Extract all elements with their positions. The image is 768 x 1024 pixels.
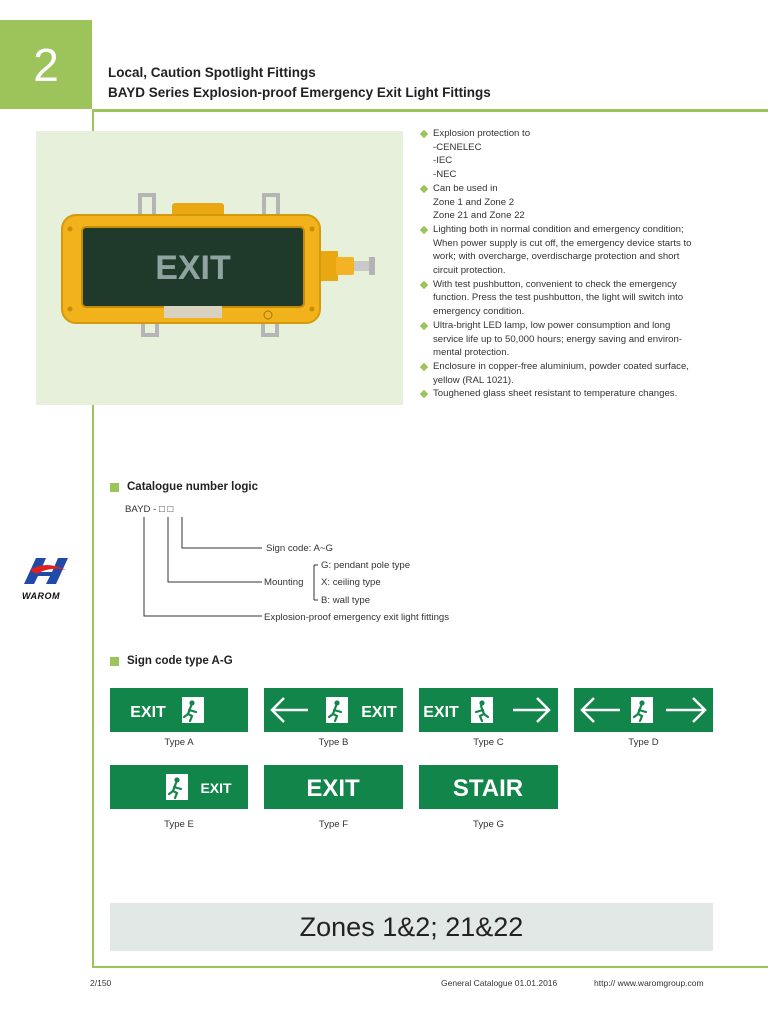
exit-light-fitting-image	[36, 131, 403, 405]
sign-text: EXIT	[423, 704, 459, 721]
product-description-label: Explosion-proof emergency exit light fittings	[264, 612, 450, 623]
sign-text: EXIT	[361, 704, 397, 721]
running-man-icon	[471, 697, 493, 723]
brand-name: WAROM	[22, 591, 60, 601]
feature-item: With test pushbutton, convenient to check the emergency function. Press the test pushbutton, the light will switch into emergency condition.	[421, 278, 721, 319]
arrow-left-icon	[272, 698, 308, 722]
type-e-label: Type E	[164, 819, 194, 830]
chapter-number: 2	[0, 20, 92, 109]
feature-item: Ultra-bright LED lamp, low power consumption and long service life up to 50,000 hours; energy saving and environ- mental protection.	[421, 319, 721, 360]
feature-item: Can be used in Zone 1 and Zone 2 Zone 21 and Zone 22	[421, 182, 721, 223]
mounting-option-b: B: wall type	[321, 595, 371, 606]
type-b-label: Type B	[318, 737, 349, 748]
type-d-label: Type D	[628, 737, 659, 748]
mounting-option-x: X: ceiling type	[321, 577, 381, 588]
sign-type-d	[574, 688, 713, 732]
mounting-option-g: G: pendant pole type	[321, 560, 411, 571]
sign-text: STAIR	[452, 775, 524, 802]
arrow-right-icon	[513, 698, 549, 722]
sign-type-a	[110, 688, 248, 732]
running-man-icon	[166, 774, 188, 800]
product-photo	[36, 131, 403, 405]
catalogue-code: BAYD - □ □	[125, 504, 174, 515]
feature-list	[421, 127, 721, 401]
type-g-label: Type G	[473, 819, 504, 830]
sign-text: EXIT	[200, 780, 232, 796]
type-f-label: Type F	[318, 819, 349, 830]
sign-type-g	[419, 765, 558, 809]
catalogue-logic-heading: Catalogue number logic	[110, 481, 258, 493]
arrow-right-icon	[666, 698, 705, 722]
sign-text: EXIT	[306, 775, 360, 802]
arrow-left-icon	[582, 698, 620, 722]
footer-divider	[92, 966, 768, 968]
zones-banner: Zones 1&2; 21&22	[110, 903, 713, 951]
running-man-icon	[631, 697, 653, 723]
feature-item: Explosion protection to -CENELEC -IEC -NEC	[421, 127, 721, 182]
sign-text: EXIT	[130, 704, 166, 721]
section-bullet-icon	[110, 657, 119, 666]
feature-item: Lighting both in normal condition and emergency condition; When power supply is cut off, the emergency device starts to work; with overcharge, overdischarge protection and short circuit protection.	[421, 223, 721, 278]
feature-item: Toughened glass sheet resistant to temperature changes.	[421, 387, 721, 401]
sign-type-f	[264, 765, 403, 809]
section-bullet-icon	[110, 483, 119, 492]
product-title: BAYD Series Explosion-proof Emergency Exit Light Fittings	[108, 85, 491, 100]
logo-mark-icon	[22, 556, 86, 586]
warom-logo	[22, 556, 86, 601]
header-divider	[92, 109, 768, 112]
section-title: Local, Caution Spotlight Fittings	[108, 65, 316, 80]
sign-type-c	[419, 688, 558, 732]
type-c-label: Type C	[473, 737, 504, 748]
running-man-icon	[182, 697, 204, 723]
type-a-label: Type A	[164, 737, 194, 748]
website-link[interactable]: http:// www.waromgroup.com	[594, 978, 704, 988]
sign-type-e	[110, 765, 248, 809]
feature-item: Enclosure in copper-free aluminium, powder coated surface, yellow (RAL 1021).	[421, 360, 721, 387]
mounting-label: Mounting	[264, 577, 304, 588]
page-number: 2/150	[90, 978, 112, 988]
sign-type-b	[264, 688, 403, 732]
running-man-icon	[326, 697, 348, 723]
catalogue-date: General Catalogue 01.01.2016	[441, 978, 558, 988]
sign-code-heading: Sign code type A-G	[110, 655, 233, 667]
exit-panel-text: EXIT	[155, 249, 231, 287]
sign-code-label: Sign code: A~G	[266, 543, 333, 554]
